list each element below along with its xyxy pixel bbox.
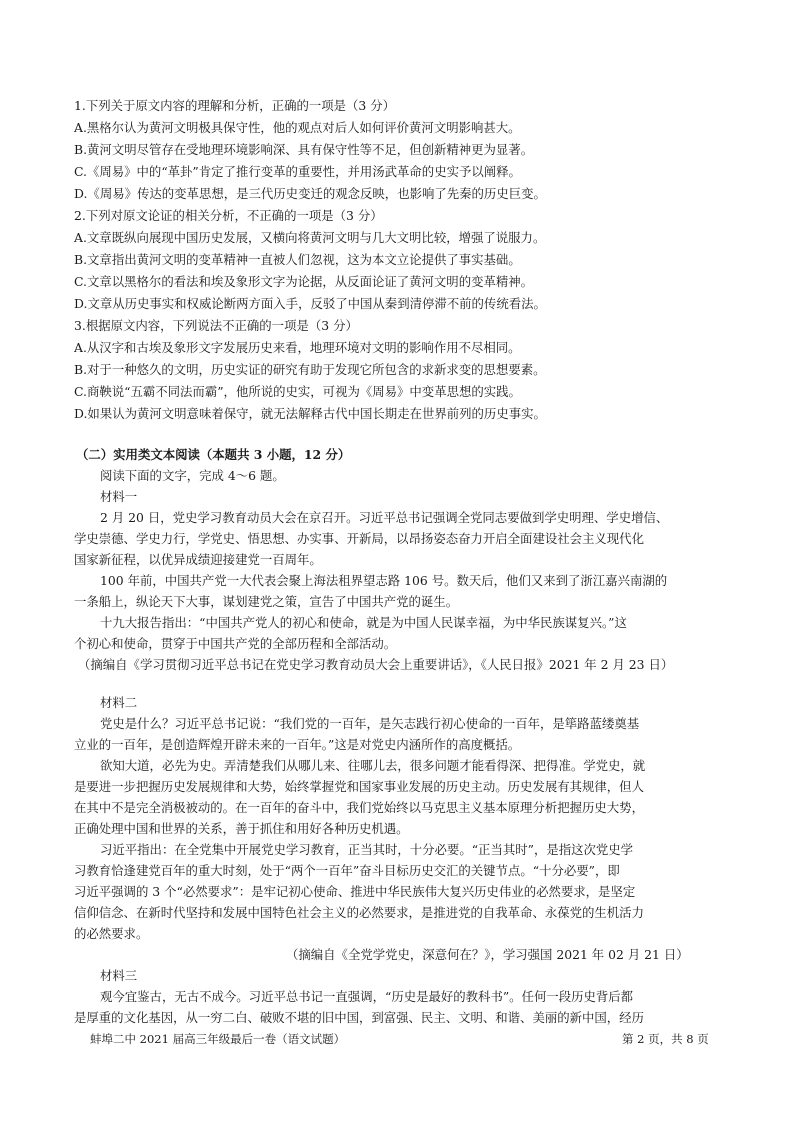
material-1-title: 材料一 bbox=[100, 489, 138, 504]
question-1-option-d: D.《周易》传达的变革思想，是三代历史变迁的观念反映，也影响了先秦的历史巨变。 bbox=[74, 186, 546, 201]
material-2-paragraph-line: 立业的一百年，是创造辉煌开辟未来的一百年。”这是对党史内涵所作的高度概括。 bbox=[74, 737, 521, 752]
material-2-paragraph-line: 习教育恰逢建党百年的重大时刻，处于“两个一百年”奋斗目标历史交汇的关键节点。“十分必要”，即 bbox=[74, 863, 620, 878]
question-2-option-d: D.文章从历史事实和权威论断两方面入手，反驳了中国从秦到清停滞不前的传统看法。 bbox=[74, 296, 546, 311]
question-1-option-c: C.《周易》中的“革卦”肯定了推行变革的重要性，并用汤武革命的史实予以阐释。 bbox=[74, 164, 521, 179]
material-1-paragraph-line: 个初心和使命，贯穿于中国共产党的全部历程和全部活动。 bbox=[74, 636, 397, 651]
material-1-paragraph-line: 十九大报告指出：“中国共产党人的初心和使命，就是为中国人民谋幸福，为中华民族谋复兴。”这 bbox=[100, 615, 627, 630]
question-3-stem: 3.根据原文内容，下列说法不正确的一项是（3 分） bbox=[74, 318, 358, 333]
question-2-option-a: A.文章既纵向展现中国历史发展，又横向将黄河文明与几大文明比较，增强了说服力。 bbox=[74, 230, 546, 245]
material-1-paragraph-line: 100 年前，中国共产党一大代表会聚上海法租界望志路 106 号。数天后，他们又来到了浙江嘉兴南湖的 bbox=[100, 573, 668, 588]
material-1-source: （摘编自《学习贯彻习近平总书记在党史学习教育动员大会上重要讲话》，《人民日报》2021 年 2 月 23 日） bbox=[78, 657, 674, 672]
question-3-option-c: C.商鞅说“五霸不同法而霸”，他所说的史实，可视为《周易》中变革思想的实践。 bbox=[74, 384, 521, 399]
question-3-option-d: D.如果认为黄河文明意味着保守，就无法解释古代中国长期走在世界前列的历史事实。 bbox=[74, 406, 546, 421]
question-2-option-b: B.文章指出黄河文明的变革精神一直被人们忽视，这为本文立论提供了事实基础。 bbox=[74, 252, 521, 267]
material-3-paragraph-line: 观今宜鉴古，无古不成今。习近平总书记一直强调，“历史是最好的教科书”。任何一段历史背后都 bbox=[100, 989, 634, 1004]
material-2-paragraph-line: 信仰信念、在新时代坚持和发展中国特色社会主义的必然要求，是推进党的自我革命、永葆党的生机活力 bbox=[74, 905, 644, 920]
material-3-paragraph-line: 是厚重的文化基因，从一穷二白、破败不堪的旧中国，到富强、民主、文明、和谐、美丽的新中国，经历 bbox=[74, 1010, 644, 1025]
material-2-paragraph-line: 党史是什么？习近平总书记说：“我们党的一百年，是矢志践行初心使命的一百年，是筚路蓝缕奠基 bbox=[100, 716, 640, 731]
material-2-paragraph-line: 欲知大道，必先为史。弄清楚我们从哪儿来、往哪儿去，很多问题才能看得深、把得准。学党史，就 bbox=[100, 758, 646, 773]
question-1-option-a: A.黑格尔认为黄河文明极具保守性，他的观点对后人如何评价黄河文明影响甚大。 bbox=[74, 120, 521, 135]
footer-school-title: 蚌埠二中 2021 届高三年级最后一卷（语文试题） bbox=[90, 1032, 346, 1046]
section-heading: （二）实用类文本阅读（本题共 3 小题，12 分） bbox=[76, 447, 351, 462]
material-1-paragraph-line: 国家新征程，以优异成绩迎接建党一百周年。 bbox=[74, 552, 322, 567]
material-3-title: 材料三 bbox=[100, 968, 138, 983]
material-1-paragraph-line: 一条船上，纵论天下大事，谋划建党之策，宣告了中国共产党的诞生。 bbox=[74, 594, 459, 609]
section-instruction: 阅读下面的文字，完成 4～6 题。 bbox=[100, 468, 285, 483]
question-1-stem: 1.下列关于原文内容的理解和分析，正确的一项是（3 分） bbox=[74, 98, 396, 113]
footer-page-number: 第 2 页，共 8 页 bbox=[622, 1032, 709, 1046]
material-2-paragraph-line: 正确处理中国和世界的关系，善于抓住和用好各种历史机遇。 bbox=[74, 821, 409, 836]
question-3-option-a: A.从汉字和古埃及象形文字发展历史来看，地理环境对文明的影响作用不尽相同。 bbox=[74, 340, 521, 355]
question-2-stem: 2.下列对原文论证的相关分析，不正确的一项是（3 分） bbox=[74, 208, 383, 223]
material-1-paragraph-line: 2 月 20 日，党史学习教育动员大会在京召开。习近平总书记强调全党同志要做到学史明理、学史增信、 bbox=[100, 510, 669, 525]
question-3-option-b: B.对于一种悠久的文明，历史实证的研究有助于发现它所包含的求新求变的思想要素。 bbox=[74, 362, 546, 377]
material-2-paragraph-line: 习近平强调的 3 个“必然要求”：是牢记初心使命、推进中华民族伟大复兴历史伟业的必然要求，是坚定 bbox=[74, 884, 636, 899]
material-2-title: 材料二 bbox=[100, 695, 138, 710]
material-2-paragraph-line: 是要进一步把握历史发展规律和大势，始终掌握党和国家事业发展的历史主动。历史发展有其规律，但人 bbox=[74, 779, 644, 794]
material-2-paragraph-line: 的必然要求。 bbox=[74, 926, 149, 941]
question-2-option-c: C.文章以黑格尔的看法和埃及象形文字为论据，从反面论证了黄河文明的变革精神。 bbox=[74, 274, 534, 289]
material-2-paragraph-line: 在其中不是完全消极被动的。在一百年的奋斗中，我们党始终以马克思主义基本原理分析把握历史大势， bbox=[74, 800, 644, 815]
question-1-option-b: B.黄河文明尽管存在受地理环境影响深、具有保守性等不足，但创新精神更为显著。 bbox=[74, 142, 534, 157]
material-2-source: （摘编自《全党学党史，深意何在？》，学习强国 2021 年 02 月 21 日） bbox=[286, 947, 689, 962]
material-2-paragraph-line: 习近平指出：在全党集中开展党史学习教育，正当其时，十分必要。“正当其时”，是指这次党史学 bbox=[100, 842, 634, 857]
material-1-paragraph-line: 学史崇德、学史力行，学党史、悟思想、办实事、开新局，以昂扬姿态奋力开启全面建设社会主义现代化 bbox=[74, 531, 644, 546]
